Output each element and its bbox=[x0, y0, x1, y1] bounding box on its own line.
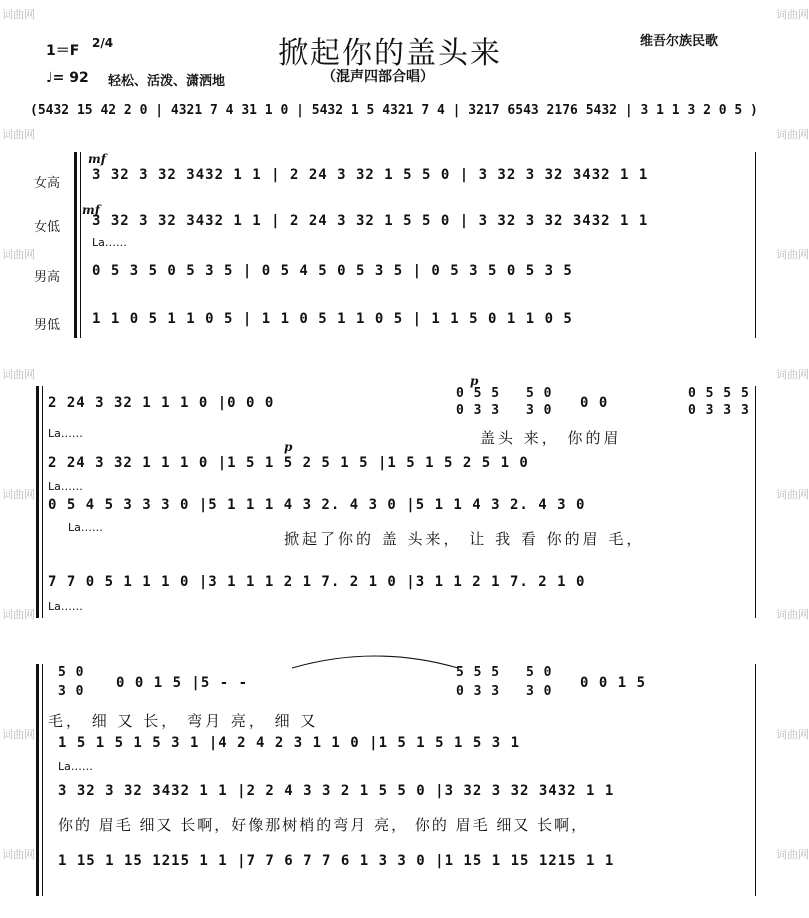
system3-soprano-divisi-1: 5 0 bbox=[58, 665, 85, 680]
watermark-right-4: 词曲网 bbox=[776, 368, 809, 381]
system3-brace bbox=[36, 664, 39, 896]
key-signature: 1＝F bbox=[46, 43, 80, 59]
voice-label-soprano: 女高 bbox=[34, 176, 61, 191]
dynamic-p-soprano: p bbox=[470, 374, 479, 388]
watermark-left-6: 词曲网 bbox=[2, 608, 35, 621]
system2-barline-start bbox=[42, 386, 43, 618]
watermark-left-1: 词曲网 bbox=[2, 8, 35, 21]
system1-barline-start bbox=[80, 152, 81, 338]
system2-soprano-la: La…… bbox=[48, 427, 83, 440]
system3-soprano-divisi-4: 0 3 3 bbox=[456, 684, 501, 699]
page-title: 掀起你的盖头来 bbox=[278, 36, 502, 71]
dynamic-mf-alto: mf bbox=[82, 203, 100, 217]
system2-soprano-divisi-2: 0 3 3 bbox=[456, 403, 501, 418]
system3-bass: 1 15 1 15 1215 1 1 |7 7 6 7 7 6 1 3 3 0 |1 15 1 15 1215 1 1 bbox=[58, 853, 615, 869]
system2-bass-la: La…… bbox=[48, 600, 83, 613]
tie-slur bbox=[290, 650, 460, 670]
system3-soprano-lyric: 毛， 细 又 长， 弯月 亮， 细 又 bbox=[48, 712, 319, 730]
system1-tenor: 0 5 3 5 0 5 3 5 | 0 5 4 5 0 5 3 5 | 0 5 3 5 0 5 3 5 bbox=[92, 263, 573, 279]
voice-label-alto: 女低 bbox=[34, 220, 61, 235]
intro-notation: (5432 15 42 2 0 | 4321 7 4 31 1 0 | 5432 1 5 4321 7 4 | 3217 6543 2176 5432 | 3 1 1 3 2 0 5 ) bbox=[30, 103, 758, 118]
system1-soprano: 3 32 3 32 3432 1 1 | 2 24 3 32 1 5 5 0 | 3 32 3 32 3432 1 1 bbox=[92, 167, 649, 183]
dynamic-p-alto: p bbox=[284, 440, 293, 454]
system2-soprano-divisi-1: 0 5 5 bbox=[456, 386, 501, 401]
watermark-right-2: 词曲网 bbox=[776, 128, 809, 141]
system3-alto-la: La…… bbox=[58, 760, 93, 773]
system2-alto: 2 24 3 32 1 1 1 0 |1 5 1 5 2 5 1 5 |1 5 1 5 2 5 1 0 bbox=[48, 455, 529, 471]
system3-barline-end bbox=[755, 664, 756, 896]
system2-soprano: 2 24 3 32 1 1 1 0 |0 0 0 bbox=[48, 395, 275, 411]
watermark-right-8: 词曲网 bbox=[776, 848, 809, 861]
watermark-right-1: 词曲网 bbox=[776, 8, 809, 21]
watermark-left-3: 词曲网 bbox=[2, 248, 35, 261]
tempo-mark: 轻松、活泼、潇洒地 bbox=[108, 74, 226, 89]
system2-soprano-divisi-3: 0 5 5 5 bbox=[688, 386, 750, 401]
system3-soprano-divisi-2: 3 0 bbox=[58, 684, 85, 699]
voice-label-tenor: 男高 bbox=[34, 270, 61, 285]
system3-soprano-line: 0 0 1 5 |5 - - bbox=[116, 675, 249, 691]
system3-soprano-end: 0 0 1 5 bbox=[580, 675, 647, 691]
system3-soprano-divisi-5: 5 0 bbox=[526, 665, 553, 680]
system1-alto: 3 32 3 32 3432 1 1 | 2 24 3 32 1 5 5 0 | 3 32 3 32 3432 1 1 bbox=[92, 213, 649, 229]
attribution: 维吾尔族民歌 bbox=[640, 34, 719, 49]
dynamic-mf-soprano: mf bbox=[88, 152, 106, 166]
page-subtitle: （混声四部合唱） bbox=[322, 69, 434, 85]
system3-alto: 1 5 1 5 1 5 3 1 |4 2 4 2 3 1 1 0 |1 5 1 5 1 5 3 1 bbox=[58, 735, 521, 751]
system1-barline-end bbox=[755, 152, 756, 338]
tempo: ♩= 92 bbox=[46, 70, 89, 86]
watermark-right-5: 词曲网 bbox=[776, 488, 809, 501]
watermark-left-2: 词曲网 bbox=[2, 128, 35, 141]
system2-bass: 7 7 0 5 1 1 1 0 |3 1 1 1 2 1 7. 2 1 0 |3 1 1 2 1 7. 2 1 0 bbox=[48, 574, 586, 590]
system3-soprano-divisi-3: 5 5 5 bbox=[456, 665, 501, 680]
watermark-left-7: 词曲网 bbox=[2, 728, 35, 741]
system2-tenor-la: La…… bbox=[68, 521, 103, 534]
system1-alto-lyric: La…… bbox=[92, 236, 127, 249]
system2-soprano-rests: 0 0 bbox=[580, 395, 609, 411]
voice-label-bass: 男低 bbox=[34, 318, 61, 333]
system2-barline-end bbox=[755, 386, 756, 618]
time-signature: 2/4 bbox=[92, 36, 114, 50]
system2-soprano-lyric: 盖头 来， 你的眉 bbox=[480, 429, 622, 447]
system1-brace bbox=[74, 152, 77, 338]
system2-alto-la: La…… bbox=[48, 480, 83, 493]
system2-brace bbox=[36, 386, 39, 618]
system2-soprano-mid-1: 5 0 bbox=[526, 386, 553, 401]
system3-tenor-lyric: 你的 眉毛 细又 长啊，好像那树梢的弯月 亮， 你的 眉毛 细又 长啊， bbox=[58, 816, 589, 834]
system2-soprano-mid-2: 3 0 bbox=[526, 403, 553, 418]
system1-bass: 1 1 0 5 1 1 0 5 | 1 1 0 5 1 1 0 5 | 1 1 5 0 1 1 0 5 bbox=[92, 311, 573, 327]
watermark-right-3: 词曲网 bbox=[776, 248, 809, 261]
system2-tenor: 0 5 4 5 3 3 3 0 |5 1 1 1 4 3 2. 4 3 0 |5 1 1 4 3 2. 4 3 0 bbox=[48, 497, 586, 513]
system2-tenor-lyric: 掀起了你的 盖 头来， 让 我 看 你的眉 毛， bbox=[284, 530, 645, 548]
watermark-left-5: 词曲网 bbox=[2, 488, 35, 501]
watermark-right-6: 词曲网 bbox=[776, 608, 809, 621]
watermark-left-8: 词曲网 bbox=[2, 848, 35, 861]
system3-tenor: 3 32 3 32 3432 1 1 |2 2 4 3 3 2 1 5 5 0 |3 32 3 32 3432 1 1 bbox=[58, 783, 615, 799]
system2-soprano-divisi-4: 0 3 3 3 bbox=[688, 403, 750, 418]
system3-soprano-divisi-6: 3 0 bbox=[526, 684, 553, 699]
system3-barline-start bbox=[42, 664, 43, 896]
watermark-right-7: 词曲网 bbox=[776, 728, 809, 741]
watermark-left-4: 词曲网 bbox=[2, 368, 35, 381]
